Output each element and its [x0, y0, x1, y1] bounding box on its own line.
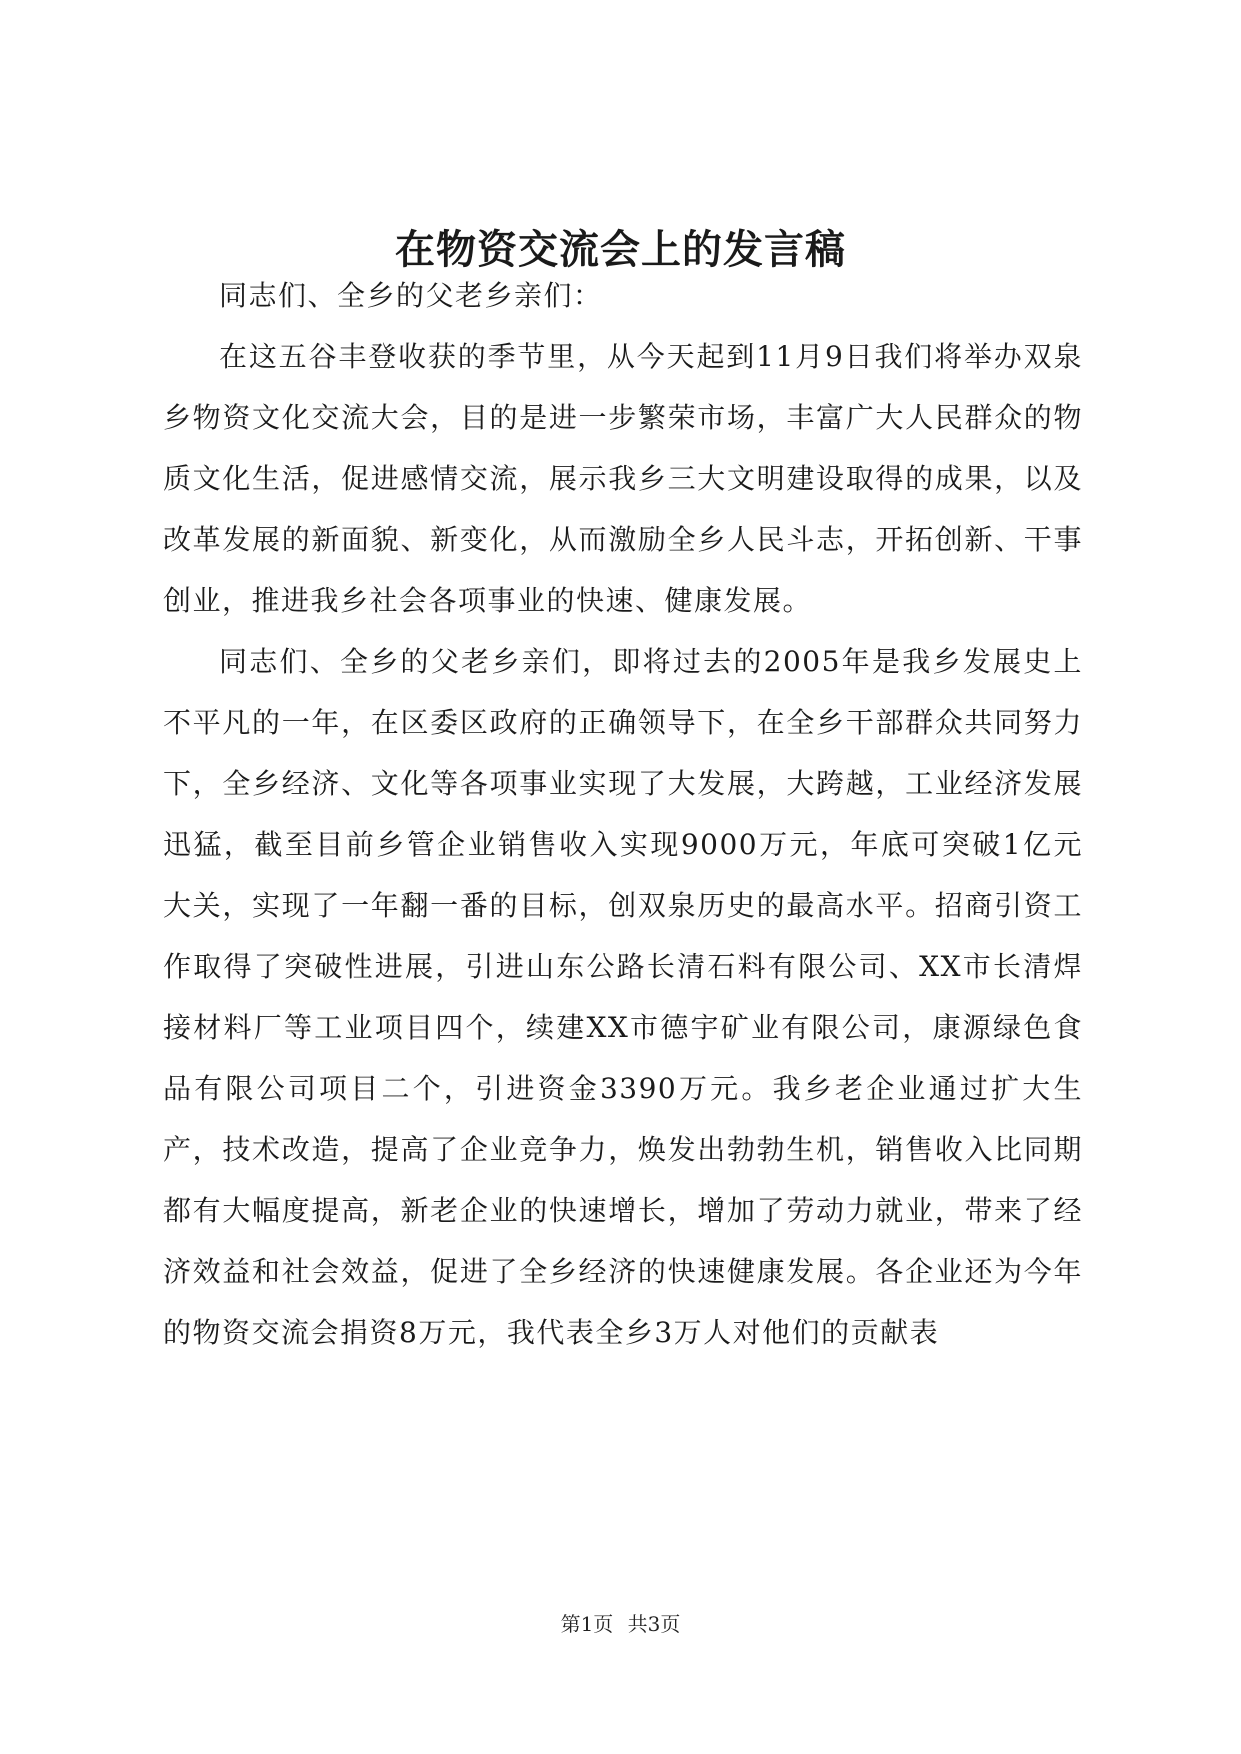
paragraph-intro: 在这五谷丰登收获的季节里，从今天起到11月9日我们将举办双泉乡物资文化交流大会，目的是进一步繁荣市场，丰富广大人民群众的物质文化生活，促进感情交流，展示我乡三大文明建设取得的成果，以及改革发展的新面貌、新变化，从而激励全乡人民斗志，开拓创新、干事创业，推进我乡社会各项事业的快速、健康发展。 [163, 340, 1083, 617]
paragraph-greeting: 同志们、全乡的父老乡亲们： [219, 279, 603, 312]
page-number: 第1页 [560, 1612, 614, 1636]
paragraph-achievements: 同志们、全乡的父老乡亲们，即将过去的2005年是我乡发展史上不平凡的一年，在区委区政府的正确领导下，在全乡干部群众共同努力下，全乡经济、文化等各项事业实现了大发展，大跨越，工业经济发展迅猛，截至目前乡管企业销售收入实现9000万元，年底可突破1亿元大关，实现了一年翻一番的目标，创双泉历史的最高水平。招商引资工作取得了突破性进展，引进山东公路长清石料有限公司、XX市长清焊接材料厂等工业项目四个，续建XX市德宇矿业有限公司，康源绿色食品有限公司项目二个，引进资金3390万元。我乡老企业通过扩大生产，技术改造，提高了企业竞争力，焕发出勃勃生机，销售收入比同期都有大幅度提高，新老企业的快速增长，增加了劳动力就业，带来了经济效益和社会效益，促进了全乡经济的快速健康发展。各企业还为今年的物资交流会捐资8万元，我代表全乡3万人对他们的贡献表 [163, 645, 1083, 1349]
page-total: 共3页 [627, 1612, 681, 1636]
document-body [163, 265, 1083, 1363]
document-title: 在物资交流会上的发言稿 [395, 226, 846, 273]
page-footer [0, 1610, 1241, 1638]
